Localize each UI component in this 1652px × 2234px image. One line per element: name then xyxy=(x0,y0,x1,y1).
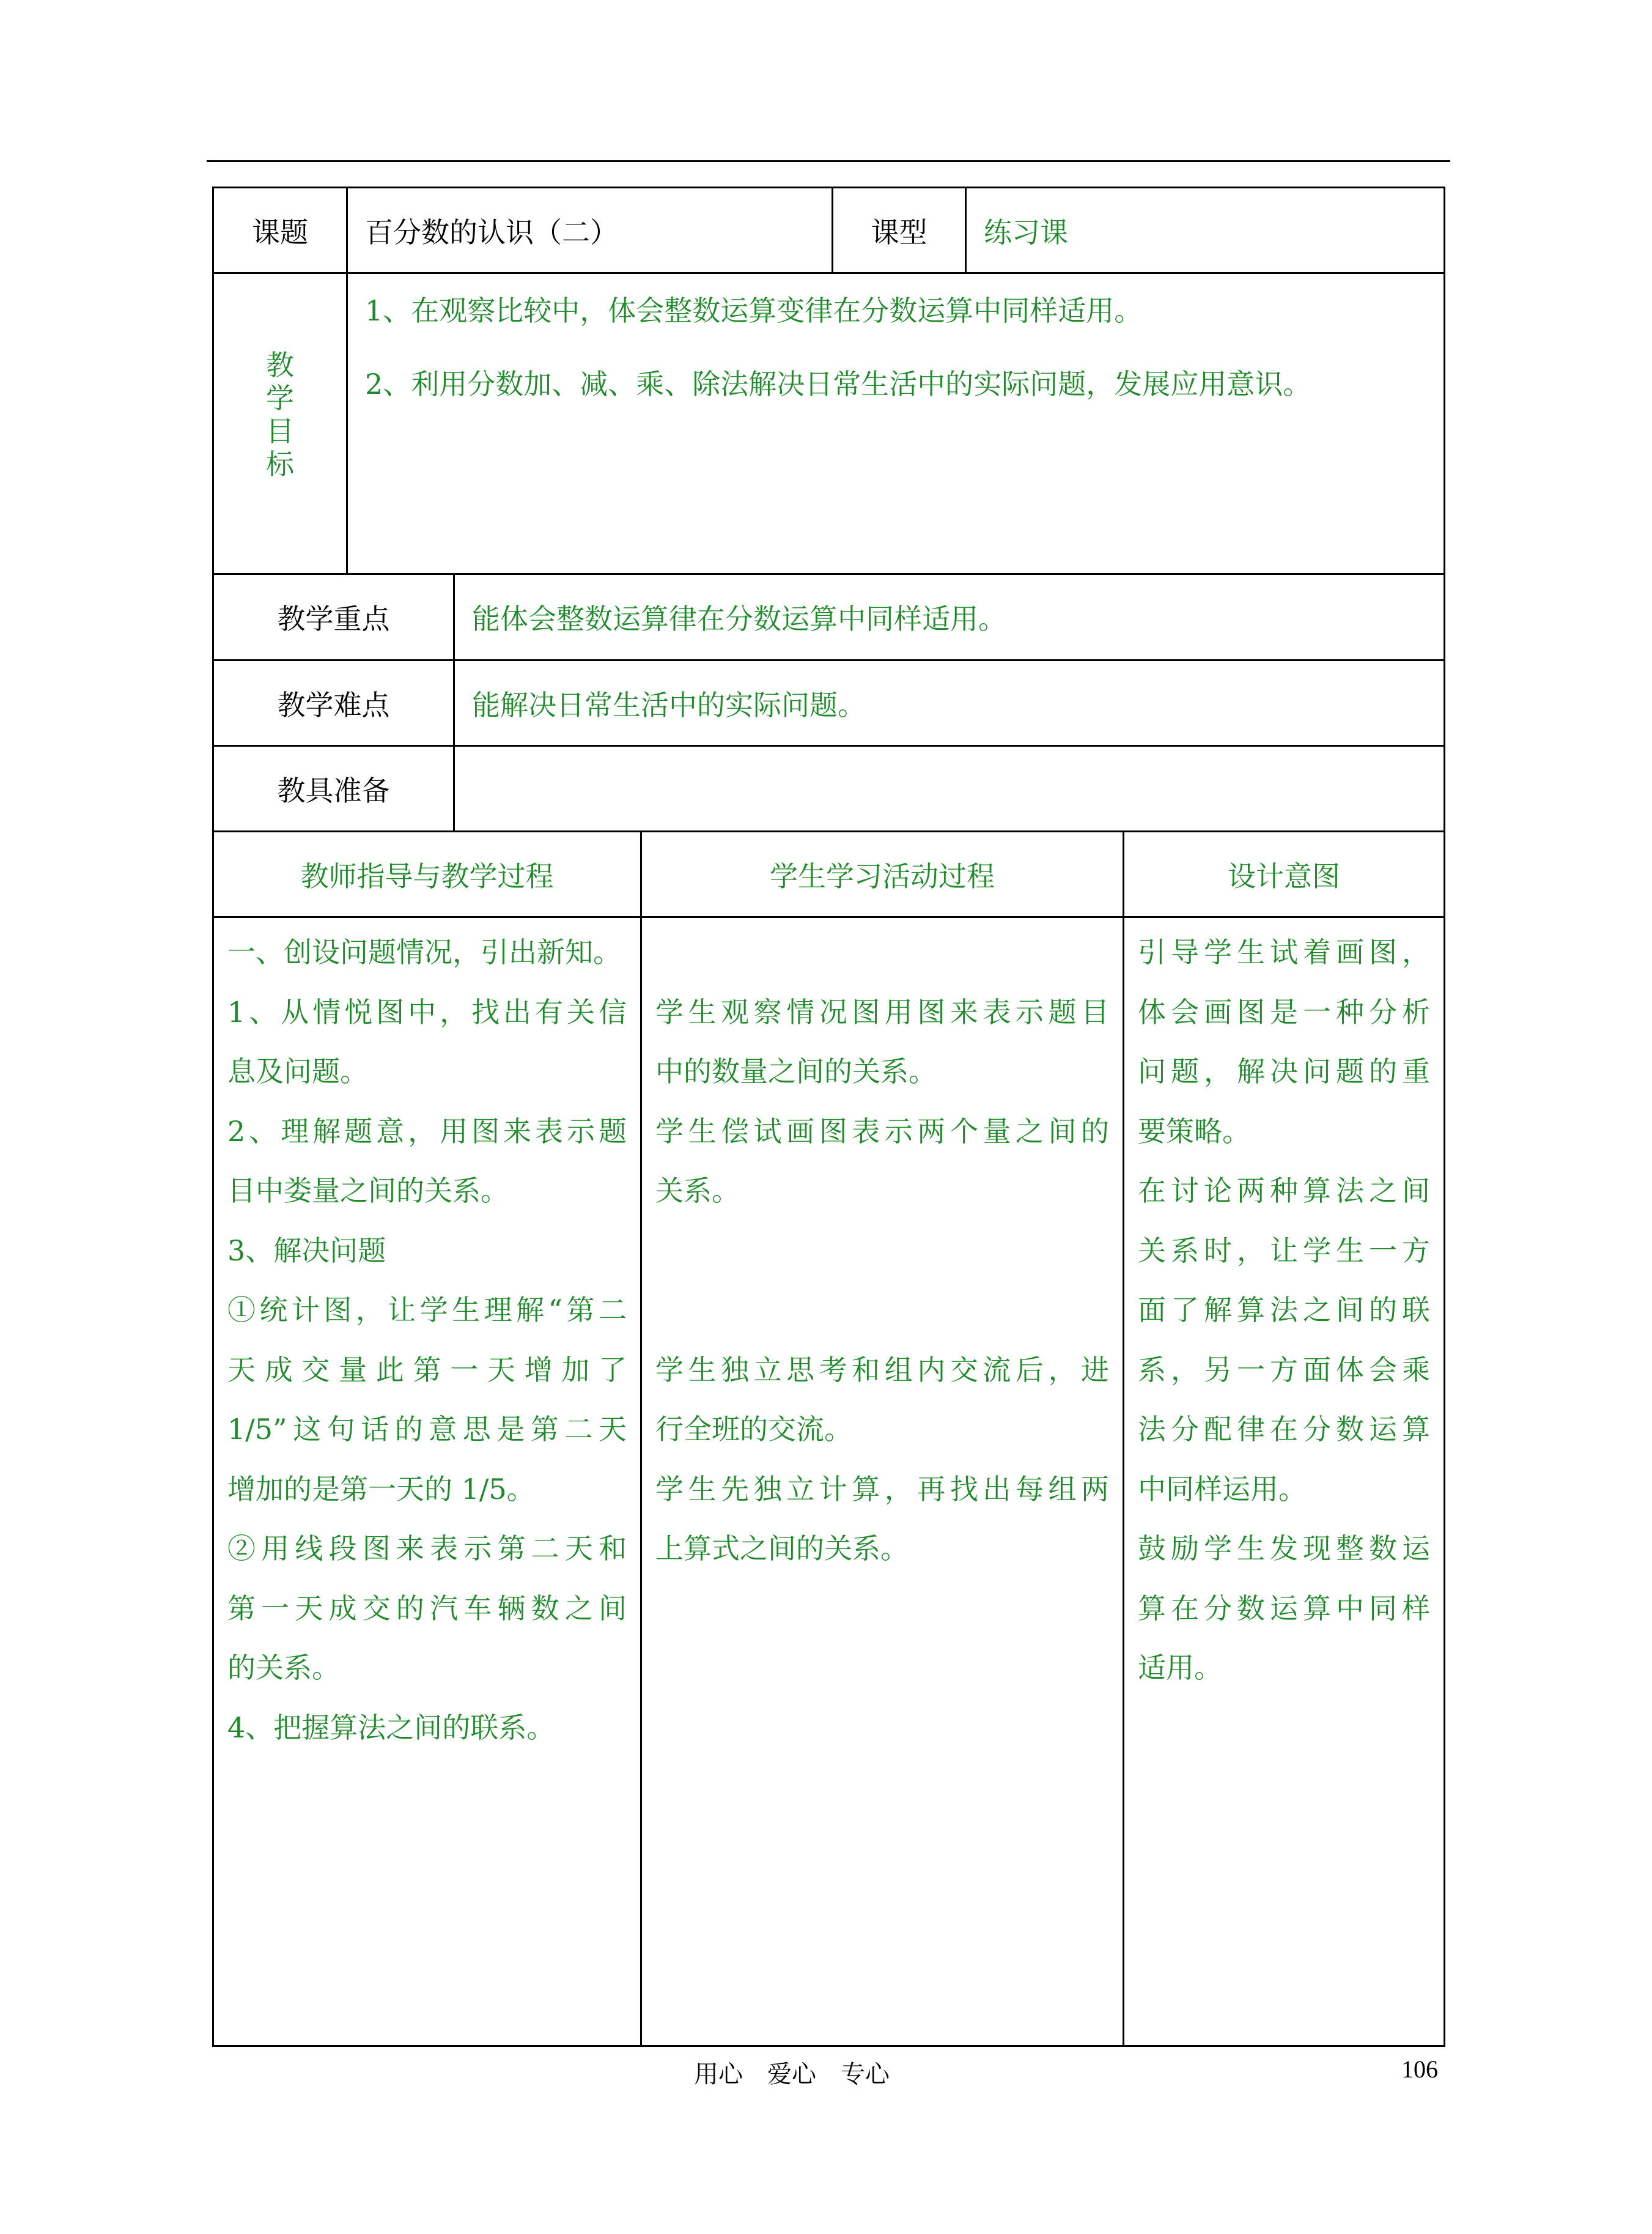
teacher-line: 天成交量此第一天增加了 xyxy=(227,1353,627,1386)
student-line: 学生偿试画图表示两个量之间的 xyxy=(655,1114,1109,1148)
column-header-row xyxy=(212,830,1445,918)
page-number: 106 xyxy=(1401,2055,1438,2083)
design-line: 在讨论两种算法之间 xyxy=(1138,1174,1430,1207)
difficulty-row xyxy=(212,659,1445,747)
teacher-line: 第一天成交的汽车辆数之间 xyxy=(227,1591,627,1625)
teacher-line: ②用线段图来表示第二天和 xyxy=(227,1532,627,1565)
key-point-value: 能体会整数运算律在分数运算中同样适用。 xyxy=(453,573,1445,661)
design-line: 引导学生试着画图， xyxy=(1138,936,1430,969)
key-point-label: 教学重点 xyxy=(212,573,455,661)
objectives-row xyxy=(212,272,1445,575)
design-line: 关系时，让学生一方 xyxy=(1138,1234,1430,1267)
student-line: 上算式之间的关系。 xyxy=(655,1532,909,1565)
lesson-type-value: 练习课 xyxy=(965,187,1445,274)
design-line: 法分配律在分数运算 xyxy=(1138,1413,1430,1446)
topic-label: 课题 xyxy=(212,187,348,274)
design-line: 面了解算法之间的联 xyxy=(1138,1293,1430,1326)
student-line xyxy=(655,1281,1109,1341)
design-line: 适用。 xyxy=(1138,1651,1222,1684)
objectives-label-char: 目 xyxy=(266,414,294,448)
design-line: 鼓励学生发现整数运 xyxy=(1138,1532,1430,1565)
objectives-label-char: 教 xyxy=(266,348,294,382)
design-line: 中同样运用。 xyxy=(1138,1472,1307,1506)
lesson-type-label: 课型 xyxy=(832,187,967,274)
teacher-line: 目中娄量之间的关系。 xyxy=(227,1174,509,1207)
teacher-process xyxy=(212,916,642,2047)
student-line: 学生独立思考和组内交流后，进 xyxy=(655,1353,1109,1386)
teacher-line: 1/5”这句话的意思是第二天 xyxy=(227,1413,627,1446)
design-line: 问题，解决问题的重 xyxy=(1138,1055,1430,1088)
objectives-label xyxy=(212,272,348,575)
design-line: 系，另一方面体会乘 xyxy=(1138,1353,1430,1386)
student-line xyxy=(655,923,1109,983)
student-line: 行全班的交流。 xyxy=(655,1413,852,1446)
objectives-label-char: 学 xyxy=(266,381,294,415)
footer-motto: 用心 爱心 专心 xyxy=(694,2060,890,2088)
teacher-line: 息及问题。 xyxy=(227,1055,368,1088)
student-line xyxy=(655,1221,1109,1281)
teacher-column-header: 教师指导与教学过程 xyxy=(212,830,642,918)
objective-line: 2、利用分数加、减、乘、除法解决日常生活中的实际问题，发展应用意识。 xyxy=(365,368,1311,401)
design-column-header: 设计意图 xyxy=(1123,830,1445,918)
student-line: 学生观察情况图用图来表示题目 xyxy=(655,995,1109,1029)
teacher-line: 一、创设问题情况，引出新知。 xyxy=(227,936,621,969)
materials-row xyxy=(212,745,1445,832)
student-line: 中的数量之间的关系。 xyxy=(655,1055,937,1088)
topic-row xyxy=(212,187,1445,274)
process-row xyxy=(212,916,1445,2047)
design-intent xyxy=(1123,916,1445,2047)
objectives-label-char: 标 xyxy=(266,447,294,481)
key-point-row xyxy=(212,573,1445,661)
design-line: 体会画图是一种分析 xyxy=(1138,995,1430,1029)
design-line: 要策略。 xyxy=(1138,1114,1250,1148)
student-process xyxy=(640,916,1124,2047)
teacher-line: 4、把握算法之间的联系。 xyxy=(227,1711,555,1744)
teacher-line: 的关系。 xyxy=(227,1651,340,1684)
difficulty-value: 能解决日常生活中的实际问题。 xyxy=(453,659,1445,747)
teacher-line: 2、理解题意，用图来表示题 xyxy=(227,1114,627,1148)
design-line: 算在分数运算中同样 xyxy=(1138,1591,1430,1625)
materials-value xyxy=(453,745,1445,832)
materials-label: 教具准备 xyxy=(212,745,455,832)
teacher-line: 3、解决问题 xyxy=(227,1234,386,1267)
teacher-line: ①统计图，让学生理解“第二 xyxy=(227,1293,627,1326)
topic-value: 百分数的认识（二） xyxy=(346,187,833,274)
header-rule xyxy=(207,160,1450,162)
student-line: 学生先独立计算，再找出每组两 xyxy=(655,1472,1109,1506)
teacher-line: 增加的是第一天的 1/5。 xyxy=(227,1472,535,1506)
difficulty-label: 教学难点 xyxy=(212,659,455,747)
student-column-header: 学生学习活动过程 xyxy=(640,830,1124,918)
objectives-content xyxy=(346,272,1445,575)
student-line: 关系。 xyxy=(655,1174,740,1207)
objective-line: 1、在观察比较中，体会整数运算变律在分数运算中同样适用。 xyxy=(365,294,1143,327)
teacher-line: 1、从情悦图中，找出有关信 xyxy=(227,995,627,1029)
